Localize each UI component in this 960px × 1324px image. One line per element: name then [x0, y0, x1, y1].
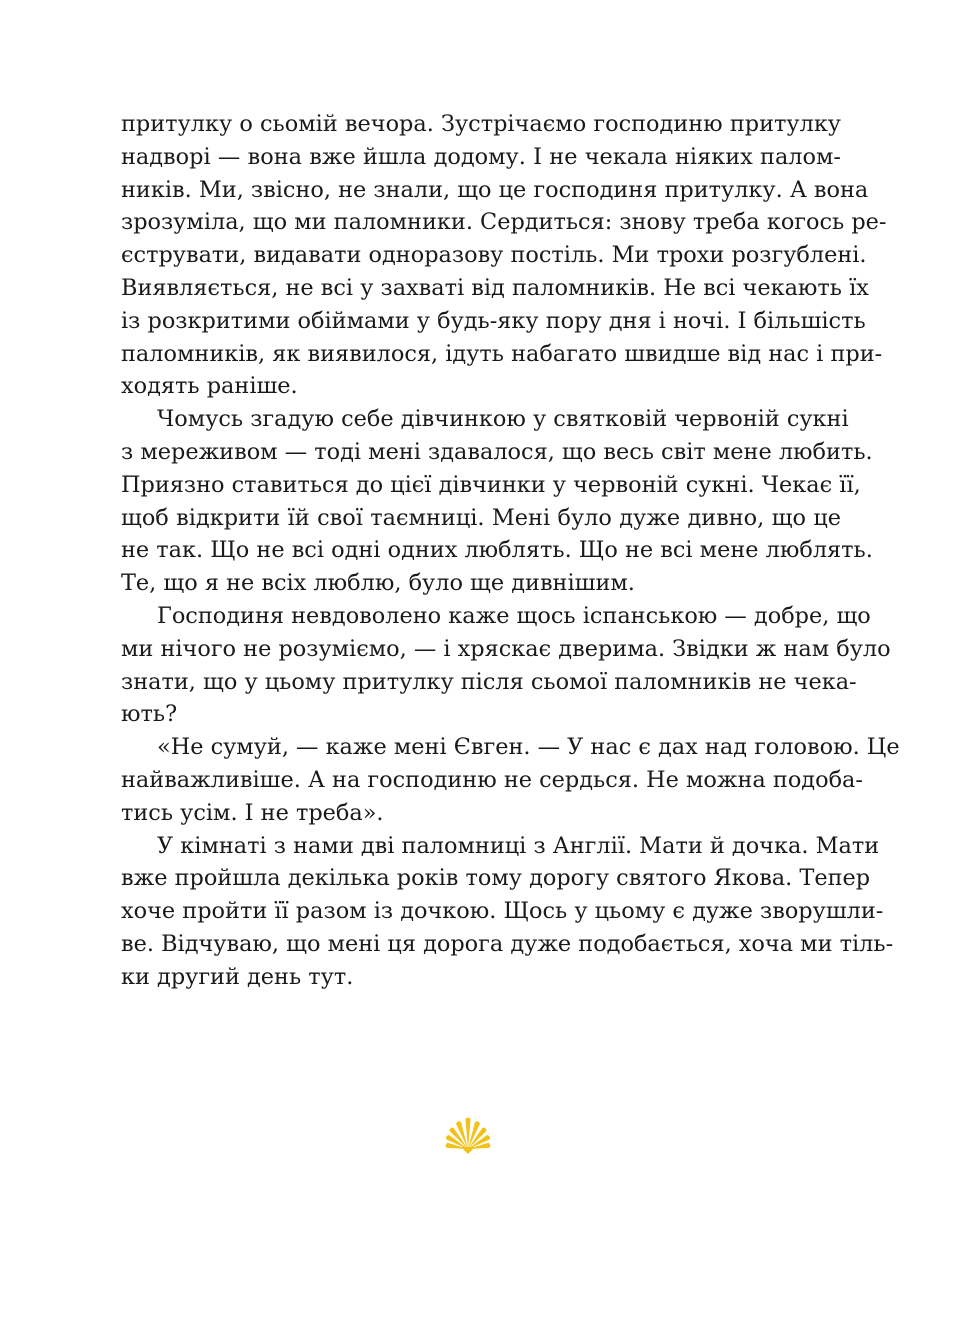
text-line: не так. Що не всі одні одних люблять. Що не всі мене люблять. [121, 537, 873, 564]
paragraph [121, 830, 894, 994]
text-line: У кімнаті з нами дві паломниці з Англії. Мати й дочка. Мати [157, 832, 880, 859]
text-line: Приязно ставиться до цієї дівчинки у червоній сукні. Чекає її, [121, 471, 861, 498]
paragraph [121, 600, 891, 731]
text-line: знати, що у цьому притулку після сьомої паломників не чека- [121, 668, 857, 695]
text-line: найважливіше. А на господиню не сердься. Не можна подоба- [121, 766, 863, 793]
text-line: притулку о сьомій вечора. Зустрічаємо господиню притулку [121, 111, 841, 137]
text-line: Чомусь згадую себе дівчинкою у святковій червоній сукні [157, 406, 849, 433]
text-line: Господиня невдоволено каже щось іспанською — добре, що [157, 602, 871, 629]
text-line: ки другий день тут. [121, 963, 354, 990]
text-line: ми нічого не розуміємо, — і хряскає дверима. Звідки ж нам було [121, 635, 891, 662]
text-line: ве. Відчуваю, що мені ця дорога дуже подобається, хоча ми тіль- [121, 930, 894, 957]
text-line: «Не сумуй, — каже мені Євген. — У нас є дах над головою. Це [157, 734, 900, 761]
text-line: ників. Ми, звісно, не знали, що це господиня притулку. А вона [121, 176, 869, 203]
text-line: ють? [121, 701, 178, 728]
text-line: тись усім. І не треба». [121, 799, 384, 826]
text-line: ходять раніше. [121, 373, 298, 400]
text-line: Те, що я не всіх люблю, було ще дивнішим. [121, 570, 635, 597]
scallop-shell-icon [441, 1113, 495, 1155]
text-line: щоб відкрити їй свої таємниці. Мені було дуже дивно, що це [121, 504, 841, 531]
text-line: з мереживом — тоді мені здавалося, що весь світ мене любить. [121, 438, 873, 465]
text-line: надворі — вона вже йшла додому. І не чекала ніяких палом- [121, 143, 841, 170]
paragraph [121, 403, 873, 600]
text-line: єструвати, видавати одноразову постіль. Ми трохи розгублені. [121, 242, 867, 269]
text-line: вже пройшла декілька років тому дорогу святого Якова. Тепер [121, 865, 871, 892]
text-line: Виявляється, не всі у захваті від паломників. Не всі чекають їх [121, 274, 869, 301]
text-line: зрозуміла, що ми паломники. Сердиться: знову треба когось ре- [121, 209, 887, 236]
paragraph [121, 731, 900, 829]
text-line: хоче пройти її разом із дочкою. Щось у цьому є дуже зворушли- [121, 898, 884, 925]
body-text [121, 108, 900, 994]
paragraph [121, 108, 887, 403]
text-line: паломників, як виявилося, ідуть набагато швидше від нас і при- [121, 340, 883, 367]
text-line: із розкритими обіймами у будь-яку пору дня і ночі. І більшість [121, 307, 866, 334]
